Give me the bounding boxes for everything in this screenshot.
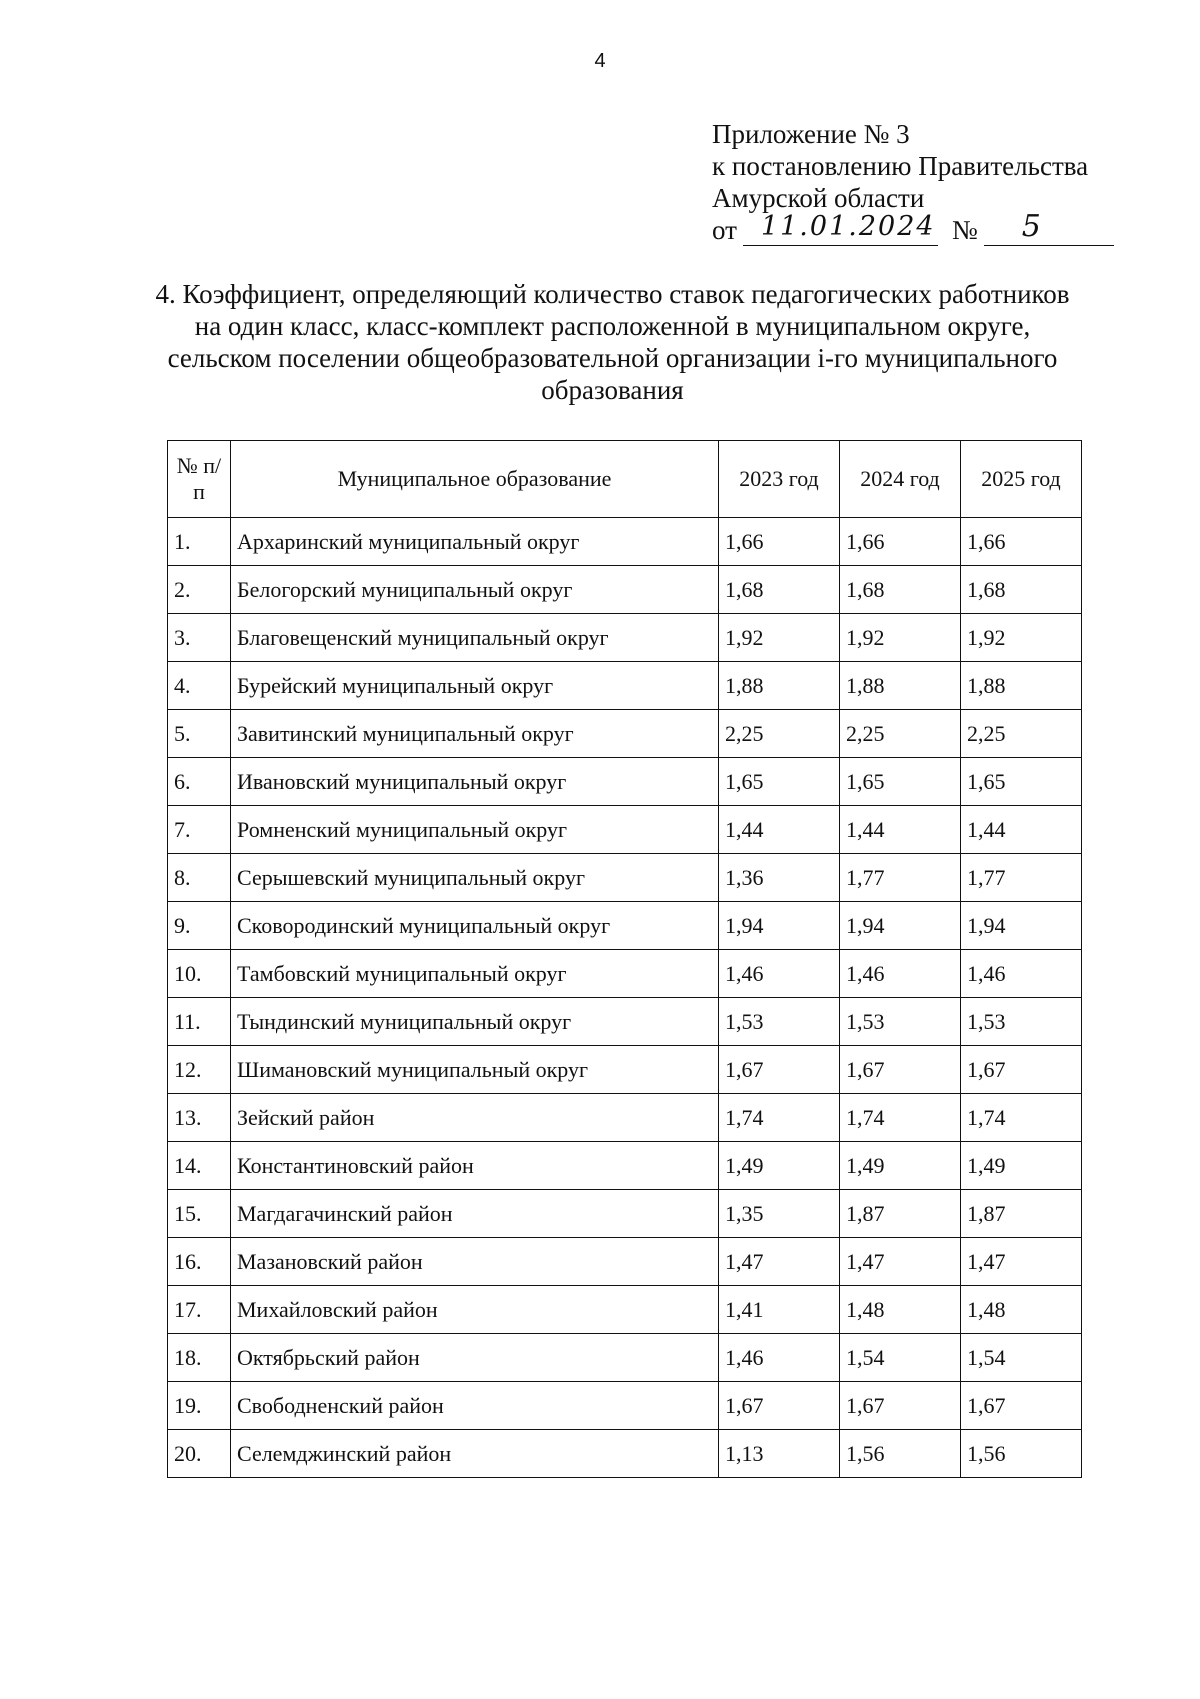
appendix-date-number-row xyxy=(712,209,1114,246)
value-2025: 1,47 xyxy=(961,1238,1082,1286)
municipality-name: Михайловский район xyxy=(231,1286,719,1334)
table-row xyxy=(168,758,1082,806)
municipality-name: Магдагачинский район xyxy=(231,1190,719,1238)
value-2024: 1,87 xyxy=(840,1190,961,1238)
value-2024: 1,67 xyxy=(840,1046,961,1094)
value-2023: 1,36 xyxy=(719,854,840,902)
value-2025: 1,67 xyxy=(961,1382,1082,1430)
row-number: 6. xyxy=(168,758,231,806)
value-2024: 1,67 xyxy=(840,1382,961,1430)
municipality-name: Благовещенский муниципальный округ xyxy=(231,614,719,662)
value-2023: 1,35 xyxy=(719,1190,840,1238)
table-row xyxy=(168,1046,1082,1094)
value-2023: 1,47 xyxy=(719,1238,840,1286)
value-2025: 1,88 xyxy=(961,662,1082,710)
appendix-resolution: к постановлению Правительства xyxy=(712,151,1089,181)
table-row xyxy=(168,614,1082,662)
value-2025: 1,65 xyxy=(961,758,1082,806)
value-2024: 1,47 xyxy=(840,1238,961,1286)
value-2023: 1,67 xyxy=(719,1046,840,1094)
municipality-name: Селемджинский район xyxy=(231,1430,719,1478)
value-2025: 1,46 xyxy=(961,950,1082,998)
value-2023: 1,13 xyxy=(719,1430,840,1478)
header-municipality: Муниципальное образование xyxy=(231,441,719,518)
table-row xyxy=(168,1430,1082,1478)
table-header-row xyxy=(168,441,1082,518)
row-number: 4. xyxy=(168,662,231,710)
row-number: 17. xyxy=(168,1286,231,1334)
value-2024: 1,65 xyxy=(840,758,961,806)
date-field xyxy=(743,211,938,246)
municipality-name: Серышевский муниципальный округ xyxy=(231,854,719,902)
row-number: 20. xyxy=(168,1430,231,1478)
value-2024: 1,54 xyxy=(840,1334,961,1382)
municipality-name: Октябрьский район xyxy=(231,1334,719,1382)
row-number: 5. xyxy=(168,710,231,758)
value-2025: 1,48 xyxy=(961,1286,1082,1334)
coefficient-table xyxy=(167,440,1082,1478)
row-number: 7. xyxy=(168,806,231,854)
value-2024: 1,94 xyxy=(840,902,961,950)
table-row xyxy=(168,710,1082,758)
row-number: 13. xyxy=(168,1094,231,1142)
value-2024: 1,49 xyxy=(840,1142,961,1190)
value-2023: 1,41 xyxy=(719,1286,840,1334)
value-2023: 1,44 xyxy=(719,806,840,854)
municipality-name: Ивановский муниципальный округ xyxy=(231,758,719,806)
table-row xyxy=(168,566,1082,614)
municipality-name: Архаринский муниципальный округ xyxy=(231,518,719,566)
value-2023: 1,68 xyxy=(719,566,840,614)
table-row xyxy=(168,1190,1082,1238)
value-2024: 1,77 xyxy=(840,854,961,902)
municipality-name: Шимановский муниципальный округ xyxy=(231,1046,719,1094)
value-2025: 1,94 xyxy=(961,902,1082,950)
table-row xyxy=(168,662,1082,710)
value-2025: 1,54 xyxy=(961,1334,1082,1382)
appendix-region: Амурской области xyxy=(712,183,925,213)
table-row xyxy=(168,1286,1082,1334)
value-2025: 1,74 xyxy=(961,1094,1082,1142)
table-row xyxy=(168,1238,1082,1286)
appendix-title: Приложение № 3 xyxy=(712,119,910,149)
value-2024: 2,25 xyxy=(840,710,961,758)
row-number: 1. xyxy=(168,518,231,566)
table-row xyxy=(168,806,1082,854)
value-2024: 1,44 xyxy=(840,806,961,854)
row-number: 18. xyxy=(168,1334,231,1382)
value-2025: 1,49 xyxy=(961,1142,1082,1190)
value-2024: 1,53 xyxy=(840,998,961,1046)
value-2023: 1,46 xyxy=(719,950,840,998)
table-body xyxy=(168,518,1082,1478)
value-2023: 1,74 xyxy=(719,1094,840,1142)
value-2025: 1,67 xyxy=(961,1046,1082,1094)
row-number: 3. xyxy=(168,614,231,662)
table-row xyxy=(168,902,1082,950)
value-2023: 1,65 xyxy=(719,758,840,806)
table-row xyxy=(168,1142,1082,1190)
value-2023: 1,94 xyxy=(719,902,840,950)
value-2024: 1,68 xyxy=(840,566,961,614)
value-2025: 2,25 xyxy=(961,710,1082,758)
section-heading: 4. Коэффициент, определяющий количество ставок педагогических работников на один класс, класс-комплект расположенной в муниципальном округе, сельском поселении общеобразовательной организации i-го муниципального образования xyxy=(155,279,1070,405)
municipality-name: Ромненский муниципальный округ xyxy=(231,806,719,854)
header-2025: 2025 год xyxy=(961,441,1082,518)
value-2025: 1,66 xyxy=(961,518,1082,566)
value-2023: 2,25 xyxy=(719,710,840,758)
table-row xyxy=(168,998,1082,1046)
value-2025: 1,56 xyxy=(961,1430,1082,1478)
value-2025: 1,87 xyxy=(961,1190,1082,1238)
value-2023: 1,66 xyxy=(719,518,840,566)
municipality-name: Мазановский район xyxy=(231,1238,719,1286)
value-2025: 1,44 xyxy=(961,806,1082,854)
value-2023: 1,88 xyxy=(719,662,840,710)
row-number: 12. xyxy=(168,1046,231,1094)
header-num: № п/п xyxy=(168,441,231,518)
table-row xyxy=(168,1334,1082,1382)
value-2025: 1,53 xyxy=(961,998,1082,1046)
table-row xyxy=(168,950,1082,998)
value-2023: 1,92 xyxy=(719,614,840,662)
table-row xyxy=(168,1094,1082,1142)
value-2024: 1,92 xyxy=(840,614,961,662)
municipality-name: Завитинский муниципальный округ xyxy=(231,710,719,758)
header-2023: 2023 год xyxy=(719,441,840,518)
row-number: 15. xyxy=(168,1190,231,1238)
value-2023: 1,49 xyxy=(719,1142,840,1190)
row-number: 11. xyxy=(168,998,231,1046)
row-number: 2. xyxy=(168,566,231,614)
municipality-name: Зейский район xyxy=(231,1094,719,1142)
value-2024: 1,66 xyxy=(840,518,961,566)
value-2023: 1,53 xyxy=(719,998,840,1046)
appendix-block xyxy=(712,118,1114,246)
row-number: 14. xyxy=(168,1142,231,1190)
value-2025: 1,77 xyxy=(961,854,1082,902)
row-number: 16. xyxy=(168,1238,231,1286)
table-row xyxy=(168,1382,1082,1430)
municipality-name: Бурейский муниципальный округ xyxy=(231,662,719,710)
value-2024: 1,74 xyxy=(840,1094,961,1142)
table-row xyxy=(168,518,1082,566)
municipality-name: Свободненский район xyxy=(231,1382,719,1430)
page-number: 4 xyxy=(594,50,606,72)
value-2025: 1,92 xyxy=(961,614,1082,662)
row-number: 10. xyxy=(168,950,231,998)
value-2024: 1,46 xyxy=(840,950,961,998)
value-2024: 1,88 xyxy=(840,662,961,710)
value-2025: 1,68 xyxy=(961,566,1082,614)
municipality-name: Сковородинский муниципальный округ xyxy=(231,902,719,950)
municipality-name: Тамбовский муниципальный округ xyxy=(231,950,719,998)
value-2023: 1,67 xyxy=(719,1382,840,1430)
value-2024: 1,48 xyxy=(840,1286,961,1334)
handwritten-date: 11.01.2024 xyxy=(760,211,936,242)
municipality-name: Константиновский район xyxy=(231,1142,719,1190)
municipality-name: Тындинский муниципальный округ xyxy=(231,998,719,1046)
row-number: 9. xyxy=(168,902,231,950)
handwritten-number: 5 xyxy=(1021,209,1043,244)
table-row xyxy=(168,854,1082,902)
municipality-name: Белогорский муниципальный округ xyxy=(231,566,719,614)
header-2024: 2024 год xyxy=(840,441,961,518)
number-label: № xyxy=(951,215,978,245)
value-2023: 1,46 xyxy=(719,1334,840,1382)
row-number: 8. xyxy=(168,854,231,902)
number-field xyxy=(984,209,1114,246)
from-label: от xyxy=(712,215,737,245)
row-number: 19. xyxy=(168,1382,231,1430)
value-2024: 1,56 xyxy=(840,1430,961,1478)
